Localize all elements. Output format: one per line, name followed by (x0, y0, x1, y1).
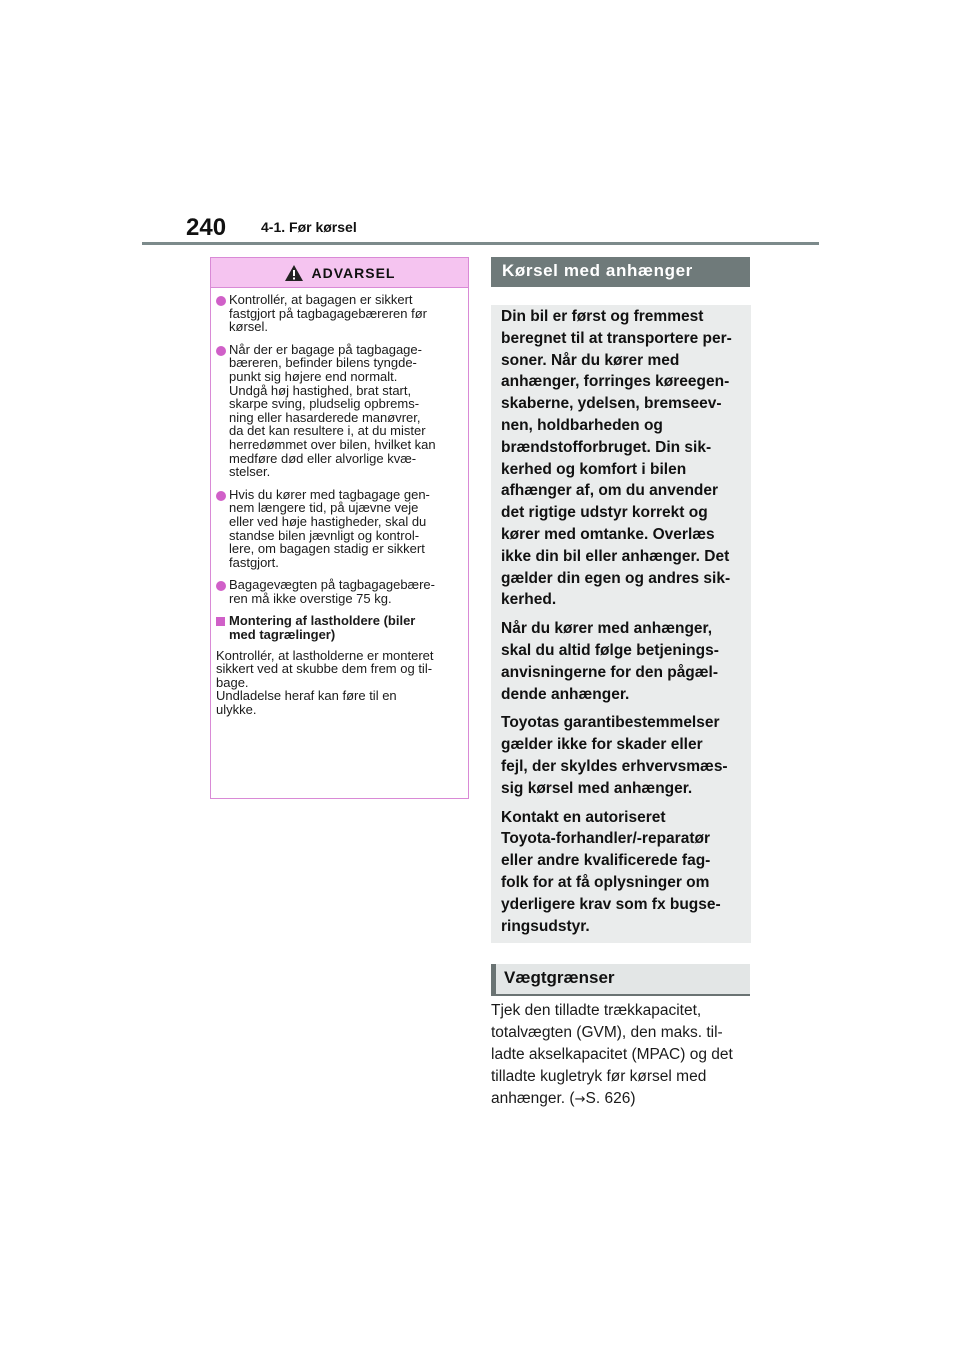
bullet-icon (216, 296, 226, 306)
header-divider (142, 242, 819, 245)
warning-subsection-title: Montering af lastholdere (biler med tagrælinger) (229, 613, 416, 643)
arrow-right-icon: → (574, 1092, 586, 1107)
warning-item-text: Når der er bagage på tagbagage- bæreren, befinder bilens tyngde- punkt sig højere end normalt. Undgå høj hastighed, brat start, skarpe sving, pludselig opbrems- ning eller hasarderede manøvrer, da det kan resultere i, at du mister herredømmet over bilen, hvilket kan medføre død eller alvorlige kvæ- stelser. (229, 341, 436, 480)
warning-item (216, 488, 464, 570)
warning-title: ADVARSEL (311, 264, 396, 281)
intro-paragraph: Når du kører med anhænger, skal du altid følge betjenings- anvisningerne for den pågæl- dende anhænger. (501, 620, 719, 703)
page-number: 240 (186, 214, 227, 241)
towing-heading: Kørsel med anhænger (491, 257, 750, 287)
section-reference: 4-1. Før kørsel (261, 219, 357, 235)
warning-item (216, 343, 464, 479)
warning-item-text: Kontrollér, at bagagen er sikkert fastgjort på tagbagagebæreren før kørsel. (229, 292, 428, 335)
weight-limits-text (491, 1000, 753, 1111)
bullet-icon (216, 346, 226, 356)
warning-box (210, 257, 469, 799)
warning-subsection-heading (216, 614, 464, 641)
warning-header (211, 258, 468, 288)
intro-paragraph: Kontakt en autoriseret Toyota-forhandler/-reparatør eller andre kvalificerede fag- folk for at få oplysninger om yderligere krav som fx bugse- ringsudstyr. (501, 808, 721, 935)
warning-subsection-text: Kontrollér, at lastholderne er monteret sikkert ved at skubbe dem frem og til- bage. Undladelse heraf kan føre til en ulykke. (216, 647, 434, 718)
warning-item-text: Hvis du kører med tagbagage gen- nem længere tid, på ujævne veje eller ved høje hastigheder, skal du standse bilen jævnligt og kontrol- lere, om bagagen stadig er sikkert fastgjort. (229, 486, 430, 570)
square-bullet-icon (216, 617, 225, 626)
warning-triangle-icon (284, 264, 304, 282)
intro-paragraph: Toyotas garantibestemmelser gælder ikke for skader eller fejl, der skyldes erhvervsmæs- sig kørsel med anhænger. (501, 714, 728, 797)
warning-item-text: Bagagevægten på tagbagagebære- ren må ikke overstige 75 kg. (229, 577, 435, 606)
towing-intro-box (491, 305, 751, 943)
weight-text-after: ) (630, 1090, 636, 1107)
page-reference-link[interactable]: S. 626 (585, 1090, 631, 1107)
bullet-icon (216, 491, 226, 501)
warning-item (216, 293, 464, 334)
warning-body (211, 288, 468, 717)
weight-text-before: Tjek den tilladte trækkapacitet, totalvægten (GVM), den maks. til- ladte akselkapacitet (MPAC) og det tilladte kugletryk før kørsel med anhænger. ( (491, 1002, 733, 1107)
weight-limits-heading: Vægtgrænser (491, 964, 750, 996)
intro-paragraph: Din bil er først og fremmest beregnet til at transportere per- soner. Når du kører med anhænger, forringes køreegen- skaberne, ydelsen, bremseev- nen, holdbarheden og brændstofforbruget. Din sik- kerhed og komfort i bilen afhænger af, om du anvender det rigtige udstyr korrekt og kører med omtanke. Overlæs ikke din bil eller anhænger. Det gælder din egen og andres sik- kerhed. (501, 308, 732, 609)
bullet-icon (216, 581, 226, 591)
warning-item (216, 578, 464, 605)
